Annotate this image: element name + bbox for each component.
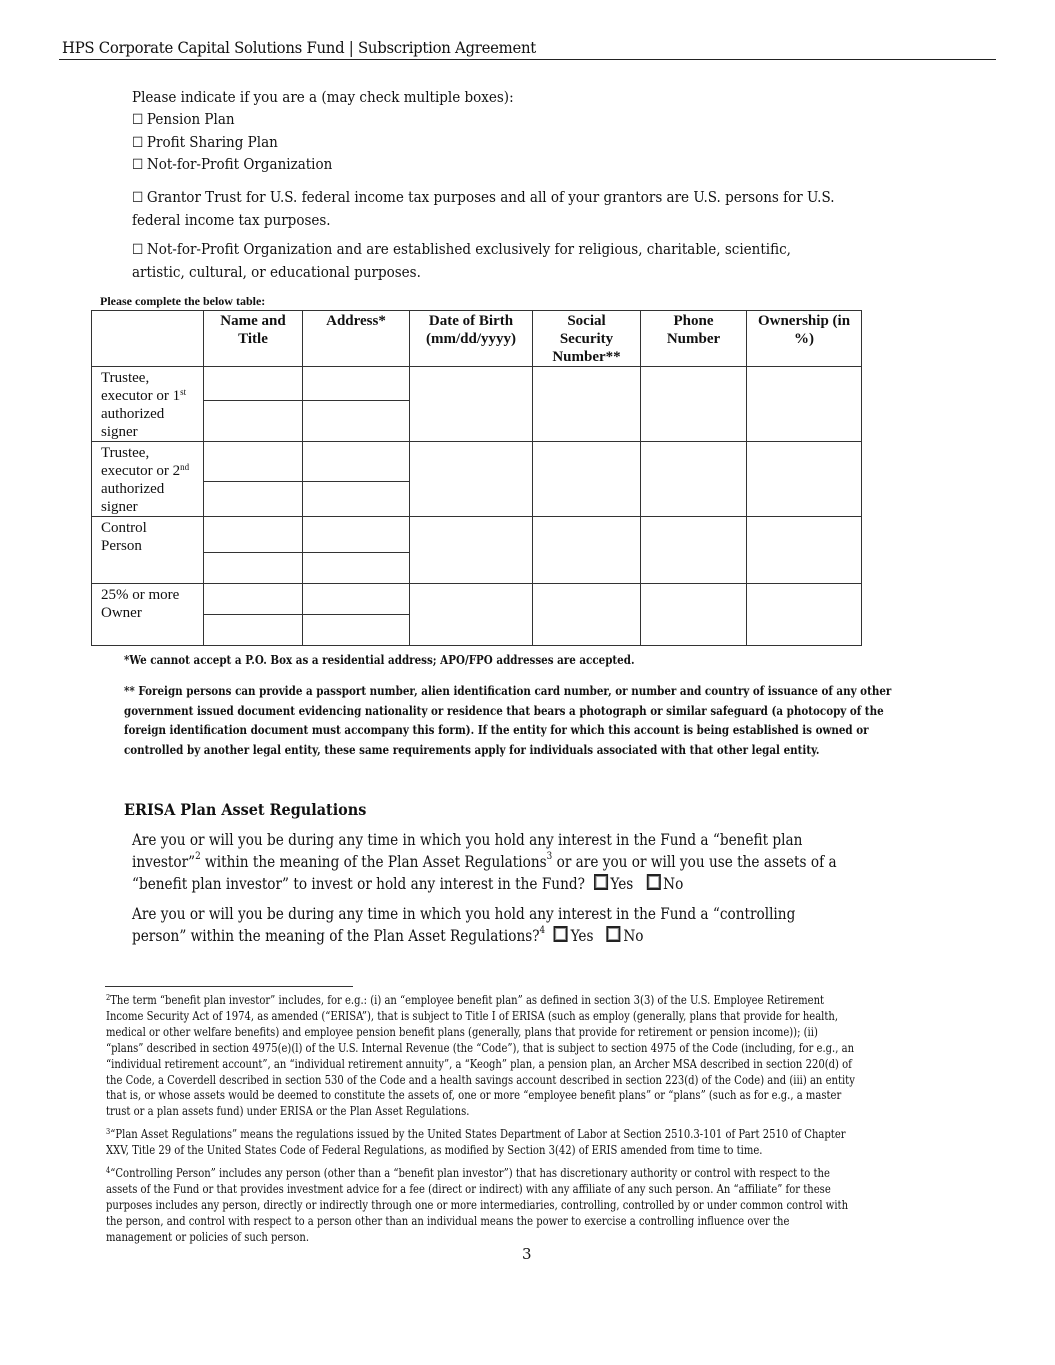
footnote-divider — [105, 986, 353, 987]
checkbox-icon[interactable]: ☐ — [132, 135, 144, 151]
row-label-control-person: Control Person — [92, 517, 204, 584]
checkbox-nonprofit-exclusive[interactable] — [132, 238, 791, 283]
option-label-continued: federal income tax purposes. — [132, 211, 331, 229]
erisa-question-benefit-plan: Are you or will you be during any time in which you hold any interest in the Fund a “benefit plan investor”$^2$ within the meaning of the Plan Asset Regulations$^3$ or are you or will you use the assets of a “benefit plan investor” to invest or hold any interest in the Fund? Yes No — [132, 831, 837, 893]
checkbox-benefit-plan-no[interactable] — [646, 874, 660, 890]
row-label-25pct-owner: 25% or more Owner — [92, 584, 204, 646]
checkbox-pension-plan[interactable] — [132, 108, 235, 131]
footnote-ref-2[interactable]: 2 — [195, 851, 201, 862]
checkbox-icon[interactable]: ☐ — [132, 112, 144, 128]
address-cell[interactable] — [303, 584, 410, 615]
header-divider — [59, 59, 996, 60]
address-cell[interactable] — [303, 367, 410, 401]
foreign-persons-note: ** Foreign persons can provide a passport number, alien identification card number, or number and country of issuance of any other government issued document evidencing nationality or residence that bears a photograph or similar safeguard (a photocopy of the foreign identification document must accompany this form). If the entity for which this account is being established is owned or controlled by another legal entity, these same requirements apply for individuals associated with that other legal entity. — [124, 684, 892, 757]
footnote-4: $^4$“Controlling Person” includes any person (other than a “benefit plan investor”) that has discretionary authority or control with respect to the assets of the Fund or that provides investment advice for a fee (direct or indirect) with any affiliate of any such person. An “affiliate” for these purposes includes any person, directly or indirectly through one or more intermediaries, controlling, controlled by or under common control with the person, and control with respect to a person other than an individual means the power to exercise a controlling influence over the management or policies of such person. — [106, 1166, 849, 1244]
checkbox-not-for-profit[interactable] — [132, 153, 332, 176]
ownership-cell[interactable] — [747, 584, 862, 646]
ownership-cell[interactable] — [747, 367, 862, 442]
table-header-row — [92, 311, 862, 367]
footnote-ref-4[interactable]: 4 — [539, 925, 546, 936]
checkbox-icon[interactable]: ☐ — [132, 242, 144, 258]
name-title-cell[interactable] — [204, 517, 303, 553]
row-label-1st-signer: Trustee, executor or 1st authorized signer — [92, 367, 204, 442]
phone-cell[interactable] — [641, 584, 747, 646]
erisa-section-heading: ERISA Plan Asset Regulations — [124, 800, 367, 819]
checkbox-controlling-person-no[interactable] — [607, 926, 621, 942]
name-title-cell[interactable] — [204, 367, 303, 401]
ssn-cell[interactable] — [533, 584, 641, 646]
checkbox-controlling-person-yes[interactable] — [554, 926, 568, 942]
page-number: 3 — [522, 1245, 532, 1263]
option-label: Not-for-Profit Organization and are established exclusively for religious, charitable, scientific, — [146, 240, 791, 258]
name-title-cell[interactable] — [204, 400, 303, 441]
name-title-cell[interactable] — [204, 615, 303, 646]
name-title-cell[interactable] — [204, 584, 303, 615]
checkbox-icon[interactable]: ☐ — [132, 190, 144, 206]
no-label: No — [623, 927, 644, 945]
footnote-2: $^2$The term “benefit plan investor” includes, for e.g.: (i) an “employee benefit plan” as defined in section 3(3) of the U.S. Employee Retirement Income Security Act of 1974, as amended (“ERISA”), that is subject to Title I of ERISA (such as employ (generally, plans that provide for health, medical or other welfare benefits) and employee pension benefit plans (generally, plans that provide for retirement or pension income)); (ii) “plans” described in section 4975(e)(l) of the U.S. Internal Revenue (the “Code”), that is subject to section 4975 of the Code (including, for e.g., an “individual retirement account”, an “individual retirement annuity”, a “Keogh” plan, a pension plan, an Archer MSA described in section 220(d) of the Code, a Coverdell described in section 530 of the Code and a health savings account described in section 223(d) of the Code) and (iii) an entity that is, or whose assets would be deemed to constitute the assets of, one or more “employee benefit plans” or “plans” (such as for e.g., a master trust or a plan assets fund) under ERISA or the Plan Asset Regulations. — [106, 993, 855, 1119]
table-row-control-person — [92, 517, 862, 553]
column-header-ownership: Ownership (in %) — [747, 311, 862, 367]
address-cell[interactable] — [303, 517, 410, 553]
option-label: Not-for-Profit Organization — [146, 155, 333, 173]
ownership-cell[interactable] — [747, 442, 862, 517]
phone-cell[interactable] — [641, 442, 747, 517]
footnote-ref-3[interactable]: 3 — [546, 851, 553, 862]
column-header-blank — [92, 311, 204, 367]
name-title-cell[interactable] — [204, 481, 303, 516]
checkbox-grantor-trust[interactable] — [132, 186, 835, 231]
yes-label: Yes — [610, 875, 634, 893]
table-row-2nd-signer — [92, 442, 862, 482]
document-header-title: HPS Corporate Capital Solutions Fund | Subscription Agreement — [62, 38, 537, 57]
phone-cell[interactable] — [641, 517, 747, 584]
checkbox-benefit-plan-yes[interactable] — [594, 874, 608, 890]
column-header-dob: Date of Birth (mm/dd/yyyy) — [410, 311, 533, 367]
checkbox-profit-sharing-plan[interactable] — [132, 131, 278, 154]
investor-type-prompt: Please indicate if you are a (may check multiple boxes): — [132, 88, 514, 106]
column-header-ssn: Social Security Number** — [533, 311, 641, 367]
no-label: No — [663, 875, 684, 893]
authorized-persons-table — [91, 310, 862, 646]
yes-label: Yes — [570, 927, 594, 945]
erisa-question-controlling-person: Are you or will you be during any time in which you hold any interest in the Fund a “controlling person” within the meaning of the Plan Asset Regulations?$^4$ Yes No — [132, 905, 796, 945]
option-label-continued: artistic, cultural, or educational purposes. — [132, 263, 421, 281]
table-caption: Please complete the below table: — [100, 294, 266, 308]
option-label: Pension Plan — [146, 110, 235, 128]
phone-cell[interactable] — [641, 367, 747, 442]
footnote-3: $^3$“Plan Asset Regulations” means the regulations issued by the United States Department of Labor at Section 2510.3-101 of Part 2510 of Chapter XXV, Title 29 of the United States Code of Federal Regulations, as modified by Section 3(42) of ERIS amended from time to time. — [106, 1127, 846, 1157]
column-header-name-title: Name and Title — [204, 311, 303, 367]
address-cell[interactable] — [303, 481, 410, 516]
address-note: *We cannot accept a P.O. Box as a residential address; APO/FPO addresses are accepted. — [124, 653, 635, 667]
dob-cell[interactable] — [410, 442, 533, 517]
ownership-cell[interactable] — [747, 517, 862, 584]
checkbox-icon[interactable]: ☐ — [132, 157, 144, 173]
address-cell[interactable] — [303, 615, 410, 646]
column-header-phone: Phone Number — [641, 311, 747, 367]
name-title-cell[interactable] — [204, 442, 303, 482]
address-cell[interactable] — [303, 442, 410, 482]
dob-cell[interactable] — [410, 367, 533, 442]
dob-cell[interactable] — [410, 584, 533, 646]
address-cell[interactable] — [303, 400, 410, 441]
dob-cell[interactable] — [410, 517, 533, 584]
ssn-cell[interactable] — [533, 367, 641, 442]
address-cell[interactable] — [303, 553, 410, 584]
option-label: Grantor Trust for U.S. federal income tax purposes and all of your grantors are U.S. persons for U.S. — [146, 188, 835, 206]
ssn-cell[interactable] — [533, 442, 641, 517]
column-header-address: Address* — [303, 311, 410, 367]
ssn-cell[interactable] — [533, 517, 641, 584]
name-title-cell[interactable] — [204, 553, 303, 584]
table-row-1st-signer — [92, 367, 862, 401]
option-label: Profit Sharing Plan — [146, 133, 278, 151]
row-label-2nd-signer: Trustee, executor or 2nd authorized signer — [92, 442, 204, 517]
table-row-25pct-owner — [92, 584, 862, 615]
